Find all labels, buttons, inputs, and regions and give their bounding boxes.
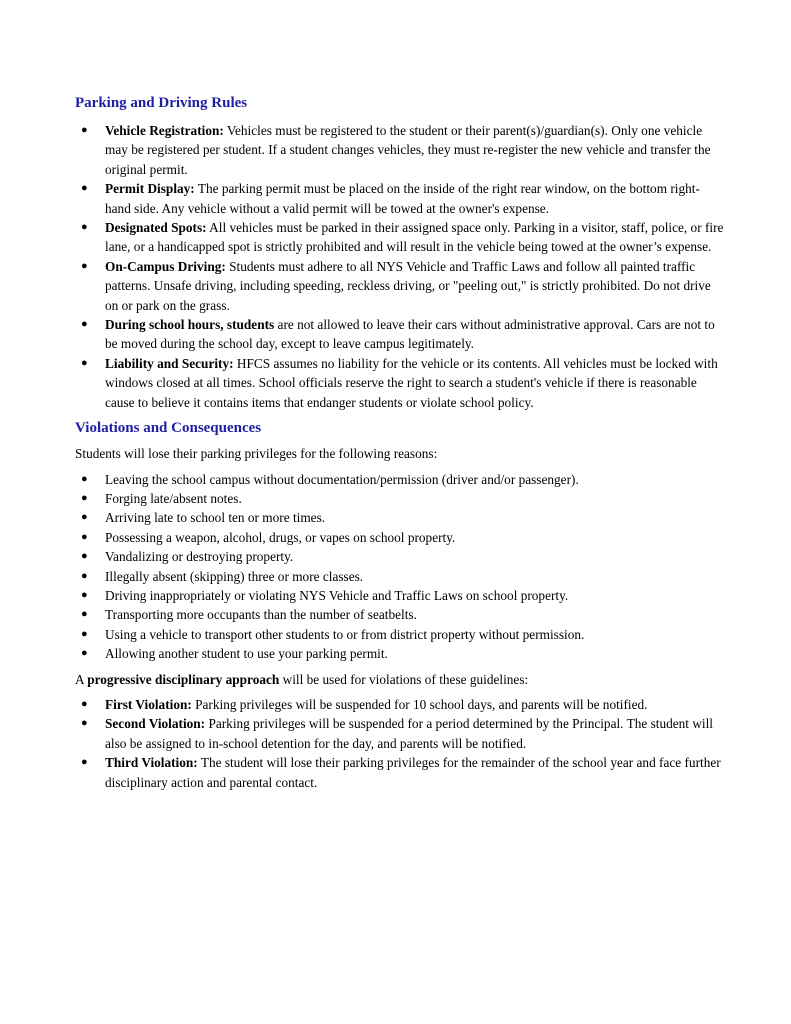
list-item (75, 753, 725, 792)
list-item (75, 644, 725, 663)
reason-text: Driving inappropriately or violating NYS Vehicle and Traffic Laws on school property. (105, 587, 569, 603)
rule-text: Students must adhere to all NYS Vehicle and Traffic Laws and follow all painted traffic patterns. Unsafe driving, including speeding, reckless driving, or "peeling out," is strictly prohibited. Do not drive on or park on the grass. (105, 258, 711, 313)
list-item (75, 714, 725, 753)
reason-text: Transporting more occupants than the number of seatbelts. (105, 607, 417, 623)
bullet-icon: ● (81, 608, 88, 621)
approach-prefix: A (75, 671, 88, 687)
list-item (75, 315, 725, 354)
consequences-list (75, 695, 725, 792)
list-item (75, 625, 725, 644)
reason-text: Leaving the school campus without documentation/permission (driver and/or passenger). (105, 471, 579, 487)
list-item (75, 470, 725, 489)
list-item (75, 489, 725, 508)
rule-label: Vehicle Registration: (105, 123, 224, 138)
rule-label: Liability and Security: (105, 355, 234, 371)
bullet-icon: ● (81, 124, 88, 136)
violation-label: Third Violation: (105, 755, 198, 771)
bullet-icon: ● (81, 756, 88, 769)
violation-reasons-list (75, 470, 725, 664)
list-item (75, 567, 725, 586)
list-item (75, 605, 725, 624)
list-item (75, 218, 725, 257)
reason-text: Allowing another student to use your parking permit. (105, 646, 388, 662)
parking-rules-list (75, 121, 725, 412)
section-heading-parking-rules: Parking and Driving Rules (75, 95, 248, 111)
bullet-icon: ● (81, 588, 88, 601)
list-item (75, 586, 725, 605)
bullet-icon: ● (81, 530, 88, 543)
reason-text: Illegally absent (skipping) three or more classes. (105, 568, 364, 584)
reason-text: Arriving late to school ten or more times. (105, 510, 326, 526)
disciplinary-approach-intro (75, 670, 725, 689)
list-item (75, 121, 725, 179)
list-item (75, 354, 725, 412)
bullet-icon: ● (81, 491, 88, 504)
rule-label: On-Campus Driving: (105, 258, 226, 274)
violation-label: First Violation: (105, 696, 192, 712)
bullet-icon: ● (81, 511, 88, 524)
list-item (75, 528, 725, 547)
reason-text: Vandalizing or destroying property. (105, 549, 294, 565)
rule-text: HFCS assumes no liability for the vehicle or its contents. All vehicles must be locked with windows closed at all times. School officials reserve the right to search a student's vehicle if there is reasonable cause to believe it contains items that endanger students or violate school policy. (105, 355, 718, 410)
reason-text: Possessing a weapon, alcohol, drugs, or vapes on school property. (105, 529, 456, 545)
bullet-icon: ● (81, 697, 88, 710)
list-item (75, 547, 725, 566)
list-item (75, 179, 725, 218)
bullet-icon: ● (81, 550, 88, 563)
violation-text: The student will lose their parking privileges for the remainder of the school year and face further disciplinary action and parental contact. (105, 755, 721, 790)
approach-emphasis: progressive disciplinary approach (87, 671, 280, 687)
violation-label: Second Violation: (105, 716, 206, 732)
reason-text: Forging late/absent notes. (105, 490, 242, 506)
violation-text: Parking privileges will be suspended for 10 school days, and parents will be notified. (191, 696, 648, 712)
rule-text: Vehicles must be registered to the student or their parent(s)/guardian(s). Only one vehicle may be registered per student. If a student changes vehicles, they must re-register the new vehicle and transfer the original permit. (105, 123, 711, 177)
rule-label: Designated Spots: (105, 220, 207, 236)
bullet-icon: ● (81, 318, 88, 331)
bullet-icon: ● (81, 717, 88, 730)
bullet-icon: ● (81, 627, 88, 640)
rule-text: The parking permit must be placed on the inside of the right rear window, on the bottom right-hand side. Any vehicle without a valid permit will be towed at the owner's expense. (105, 181, 700, 216)
list-item (75, 508, 725, 527)
document-page (75, 93, 725, 792)
bullet-icon: ● (81, 356, 88, 369)
rule-label: Permit Display: (105, 181, 195, 197)
bullet-icon: ● (81, 259, 88, 272)
rule-label: During school hours, students (105, 317, 275, 333)
bullet-icon: ● (81, 182, 88, 195)
violations-intro: Students will lose their parking privileges for the following reasons: (75, 446, 438, 462)
section-heading-violations: Violations and Consequences (75, 420, 262, 437)
bullet-icon: ● (81, 472, 88, 485)
reason-text: Using a vehicle to transport other students to or from district property without permission. (105, 626, 585, 642)
list-item (75, 257, 725, 315)
approach-suffix: will be used for violations of these guidelines: (279, 671, 529, 687)
bullet-icon: ● (81, 647, 88, 660)
list-item (75, 695, 725, 714)
bullet-icon: ● (81, 569, 88, 582)
bullet-icon: ● (81, 221, 88, 234)
rule-text: are not allowed to leave their cars without administrative approval. Cars are not to be moved during the school day, except to leave campus legitimately. (105, 317, 715, 352)
violation-text: Parking privileges will be suspended for a period determined by the Principal. The student will also be assigned to in-school detention for the day, and parents will be notified. (105, 716, 714, 751)
rule-text: All vehicles must be parked in their assigned space only. Parking in a visitor, staff, police, or fire lane, or a handicapped spot is strictly prohibited and will result in the vehicle being towed at the owner’s expense. (105, 220, 724, 255)
